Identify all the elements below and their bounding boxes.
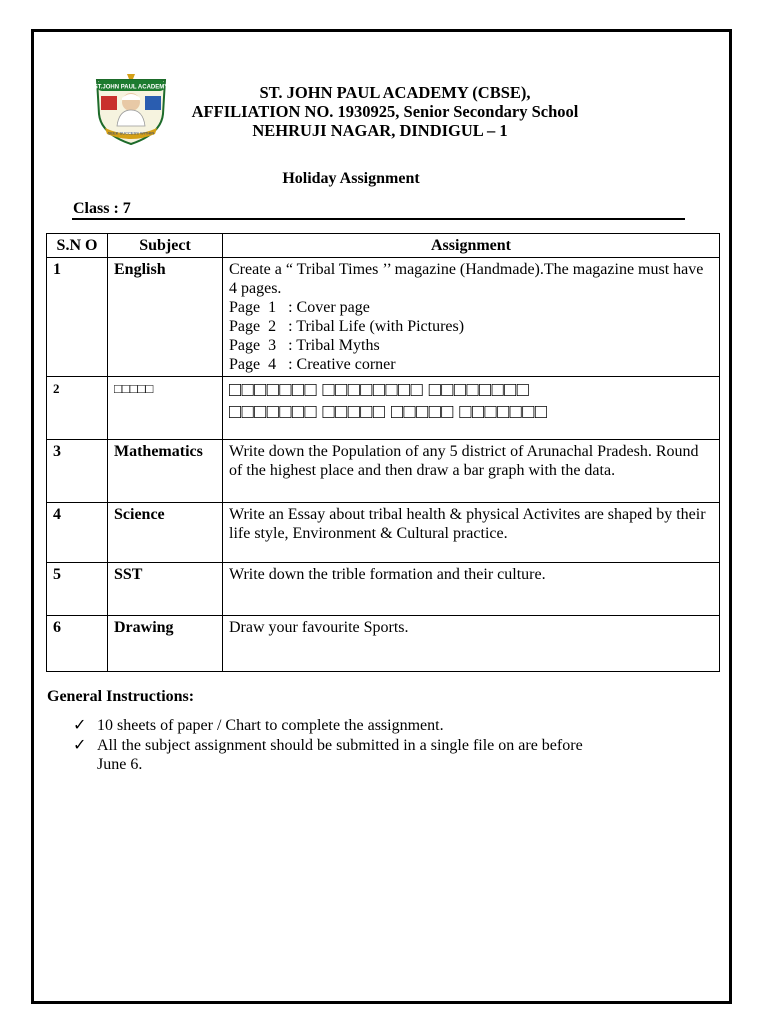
row-assignment bbox=[223, 563, 720, 616]
table-row bbox=[47, 377, 720, 440]
table-row bbox=[47, 563, 720, 616]
logo-text-top: ST.JOHN PAUL ACADEMY bbox=[93, 84, 169, 91]
header-assignment: Assignment bbox=[223, 234, 720, 258]
assignment-line: Create a “ Tribal Times ’’ magazine (Handmade).The magazine must have 4 pages. bbox=[229, 261, 704, 297]
instruction-text: All the subject assignment should be submitted in a single file on are before June 6. bbox=[97, 737, 583, 773]
school-name: ST. JOHN PAUL ACADEMY (CBSE), bbox=[259, 83, 531, 102]
row-subject: Mathematics bbox=[108, 440, 223, 503]
header-subject: Subject bbox=[108, 234, 223, 258]
instructions-title: General Instructions: bbox=[47, 688, 195, 705]
row-sno: 1 bbox=[47, 258, 108, 377]
row-subject: □□□□□ bbox=[108, 377, 223, 440]
row-sno: 4 bbox=[47, 503, 108, 563]
table-row bbox=[47, 616, 720, 672]
assignment-line: Page 1 : Cover page bbox=[229, 299, 370, 316]
logo-text-bottom: SEEK SUCCESS WITHIN bbox=[107, 130, 155, 136]
document-title: Holiday Assignment bbox=[282, 170, 420, 187]
school-address: NEHRUJI NAGAR, DINDIGUL – 1 bbox=[252, 121, 508, 140]
header-rule bbox=[72, 218, 685, 220]
row-subject: Science bbox=[108, 503, 223, 563]
row-assignment bbox=[223, 616, 720, 672]
school-logo-icon bbox=[91, 70, 171, 146]
assignment-line: Write an Essay about tribal health & physical Activites are shaped by their life style, Environment & Cultural practice. bbox=[229, 506, 706, 542]
table-row bbox=[47, 258, 720, 377]
assignment-table bbox=[46, 233, 720, 672]
instruction-text: 10 sheets of paper / Chart to complete the assignment. bbox=[97, 717, 444, 734]
checkmark-icon: ✓ bbox=[73, 737, 87, 754]
row-sno: 3 bbox=[47, 440, 108, 503]
row-sno: 2 bbox=[47, 377, 108, 440]
table-row bbox=[47, 503, 720, 563]
row-subject: English bbox=[108, 258, 223, 377]
assignment-line: Page 4 : Creative corner bbox=[229, 356, 396, 373]
assignment-line: Page 2 : Tribal Life (with Pictures) bbox=[229, 318, 465, 335]
row-subject: Drawing bbox=[108, 616, 223, 672]
list-item bbox=[73, 736, 597, 774]
assignment-line: Draw your favourite Sports. bbox=[229, 619, 409, 636]
assignment-line: □□□□□□□ □□□□□ □□□□□ □□□□□□□ bbox=[229, 401, 548, 423]
assignment-line: Write down the Population of any 5 district of Arunachal Pradesh. Round of the highest place and then draw a bar graph with the data. bbox=[229, 443, 699, 479]
assignment-line: Write down the trible formation and their culture. bbox=[229, 566, 546, 583]
table-row bbox=[47, 440, 720, 503]
row-assignment bbox=[223, 503, 720, 563]
row-assignment bbox=[223, 377, 720, 440]
row-subject: SST bbox=[108, 563, 223, 616]
assignment-line: Page 3 : Tribal Myths bbox=[229, 337, 380, 354]
assignment-line: □□□□□□□ □□□□□□□□ □□□□□□□□ bbox=[229, 379, 530, 401]
school-affiliation: AFFILIATION NO. 1930925, Senior Secondary School bbox=[191, 102, 579, 121]
row-assignment bbox=[223, 440, 720, 503]
header-sno: S.N O bbox=[47, 234, 108, 258]
row-sno: 5 bbox=[47, 563, 108, 616]
row-assignment bbox=[223, 258, 720, 377]
class-label: Class : 7 bbox=[73, 200, 131, 217]
row-sno: 6 bbox=[47, 616, 108, 672]
instructions-list bbox=[73, 716, 613, 775]
list-item bbox=[73, 716, 613, 735]
table-header-row bbox=[47, 234, 720, 258]
checkmark-icon: ✓ bbox=[73, 717, 87, 734]
